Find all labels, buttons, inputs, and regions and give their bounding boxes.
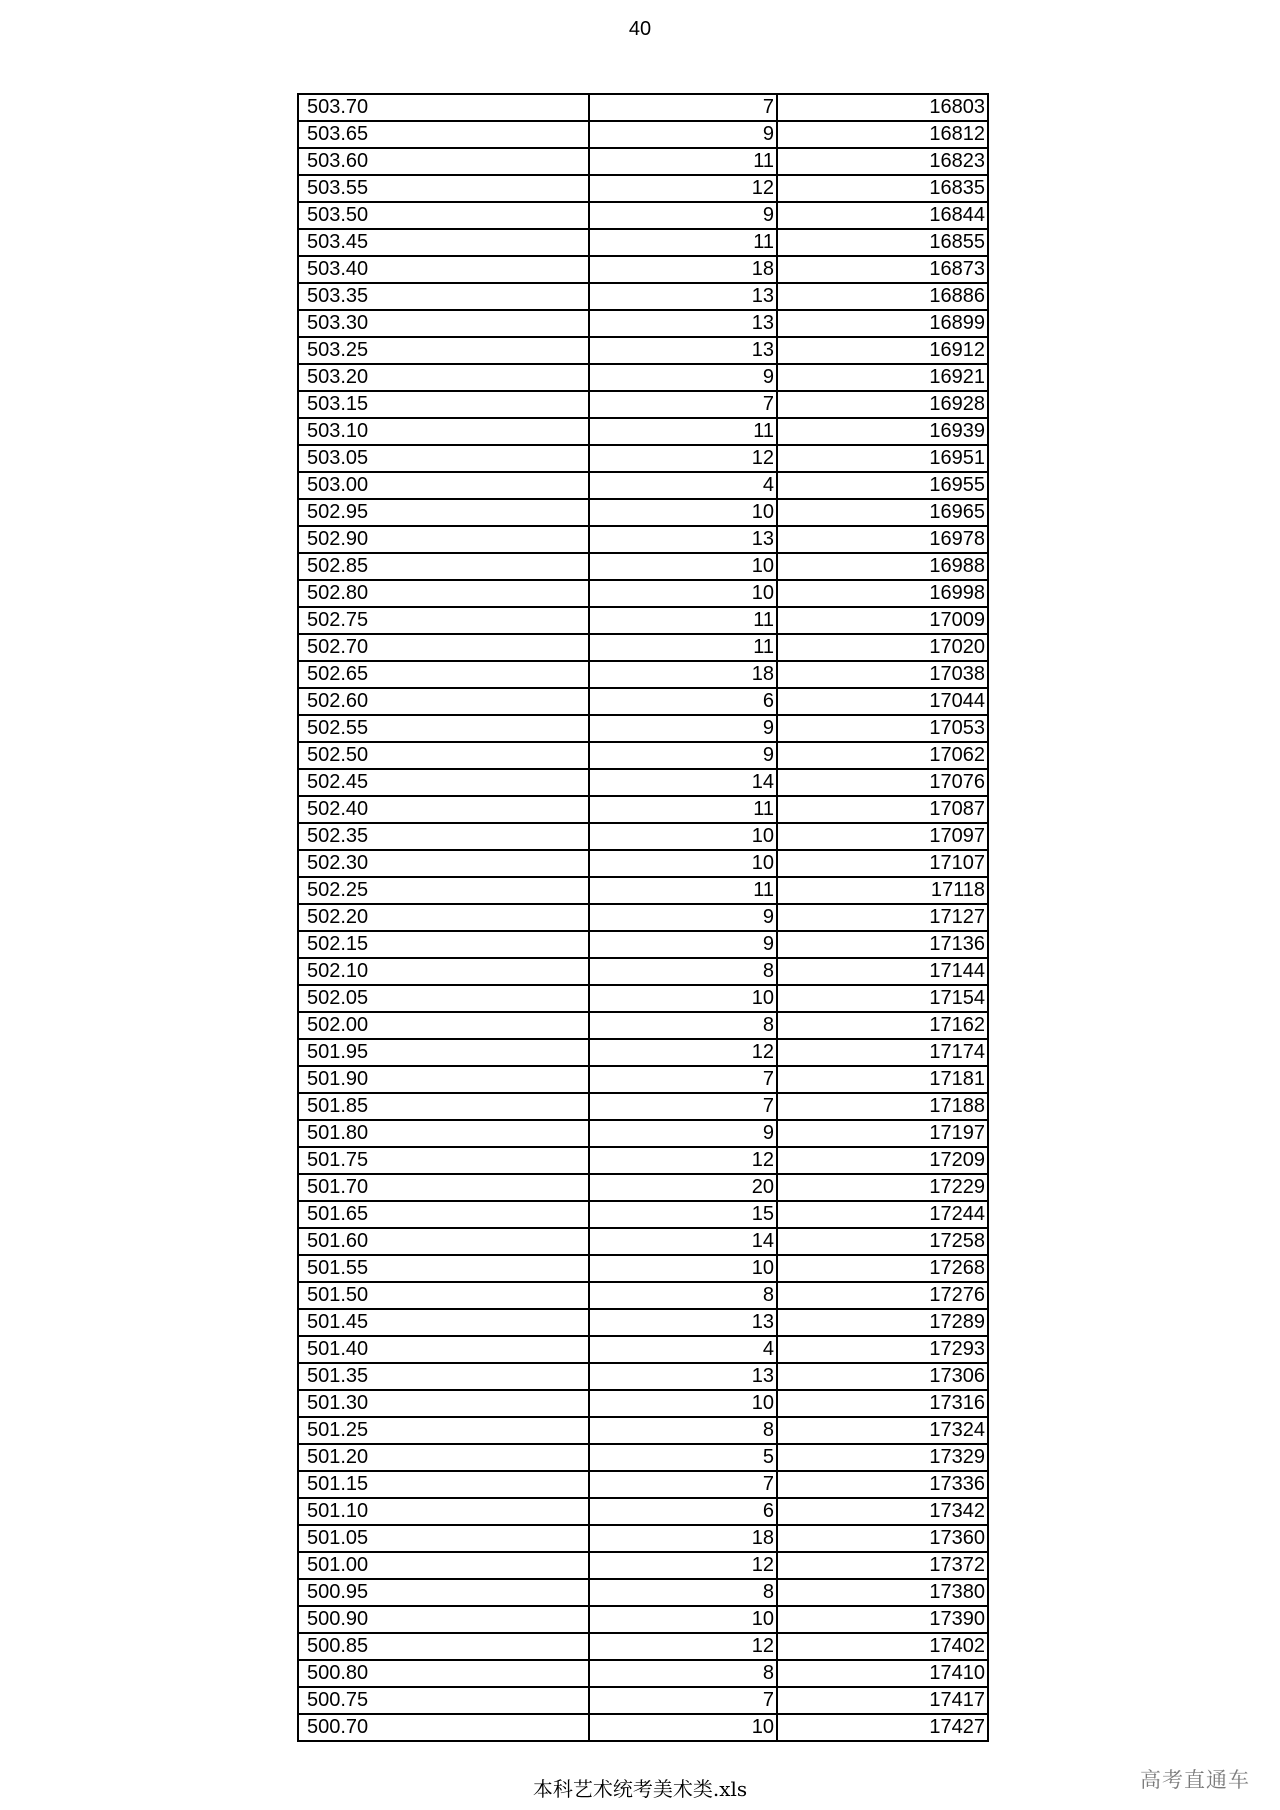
count-cell: 8 <box>589 1579 777 1606</box>
table-row <box>298 1066 988 1093</box>
cumulative-cell: 17427 <box>777 1714 988 1741</box>
score-cell: 503.10 <box>298 418 589 445</box>
cumulative-cell: 16886 <box>777 283 988 310</box>
table-row <box>298 661 988 688</box>
cumulative-cell: 17107 <box>777 850 988 877</box>
table-row <box>298 337 988 364</box>
cumulative-cell: 16803 <box>777 94 988 121</box>
table-row <box>298 1201 988 1228</box>
count-cell: 7 <box>589 391 777 418</box>
table-row <box>298 445 988 472</box>
table-row <box>298 1444 988 1471</box>
cumulative-cell: 17329 <box>777 1444 988 1471</box>
score-cell: 502.90 <box>298 526 589 553</box>
table-row <box>298 148 988 175</box>
score-cell: 503.60 <box>298 148 589 175</box>
count-cell: 10 <box>589 1255 777 1282</box>
cumulative-cell: 17062 <box>777 742 988 769</box>
table-row <box>298 1336 988 1363</box>
table-row <box>298 364 988 391</box>
count-cell: 12 <box>589 1147 777 1174</box>
score-cell: 501.05 <box>298 1525 589 1552</box>
count-cell: 18 <box>589 661 777 688</box>
score-cell: 501.30 <box>298 1390 589 1417</box>
score-cell: 503.05 <box>298 445 589 472</box>
count-cell: 9 <box>589 904 777 931</box>
table-row <box>298 1390 988 1417</box>
table-row <box>298 1012 988 1039</box>
count-cell: 4 <box>589 472 777 499</box>
table-row <box>298 1606 988 1633</box>
score-cell: 502.65 <box>298 661 589 688</box>
table-row <box>298 958 988 985</box>
count-cell: 9 <box>589 121 777 148</box>
count-cell: 10 <box>589 1390 777 1417</box>
score-cell: 500.85 <box>298 1633 589 1660</box>
score-cell: 501.50 <box>298 1282 589 1309</box>
score-cell: 502.60 <box>298 688 589 715</box>
cumulative-cell: 17229 <box>777 1174 988 1201</box>
cumulative-cell: 17244 <box>777 1201 988 1228</box>
cumulative-cell: 17390 <box>777 1606 988 1633</box>
score-cell: 501.55 <box>298 1255 589 1282</box>
cumulative-cell: 16873 <box>777 256 988 283</box>
cumulative-cell: 17316 <box>777 1390 988 1417</box>
table-row <box>298 634 988 661</box>
count-cell: 18 <box>589 256 777 283</box>
table-row <box>298 1309 988 1336</box>
count-cell: 9 <box>589 364 777 391</box>
cumulative-cell: 17336 <box>777 1471 988 1498</box>
score-cell: 503.30 <box>298 310 589 337</box>
table-row <box>298 121 988 148</box>
cumulative-cell: 17076 <box>777 769 988 796</box>
score-cell: 501.20 <box>298 1444 589 1471</box>
table-row <box>298 931 988 958</box>
count-cell: 11 <box>589 796 777 823</box>
cumulative-cell: 17324 <box>777 1417 988 1444</box>
score-cell: 503.25 <box>298 337 589 364</box>
cumulative-cell: 17342 <box>777 1498 988 1525</box>
cumulative-cell: 17289 <box>777 1309 988 1336</box>
table-row <box>298 418 988 445</box>
table-row <box>298 1282 988 1309</box>
count-cell: 10 <box>589 580 777 607</box>
score-cell: 503.45 <box>298 229 589 256</box>
count-cell: 5 <box>589 1444 777 1471</box>
table-row <box>298 1363 988 1390</box>
score-cell: 500.75 <box>298 1687 589 1714</box>
cumulative-cell: 17360 <box>777 1525 988 1552</box>
cumulative-cell: 16978 <box>777 526 988 553</box>
score-cell: 503.20 <box>298 364 589 391</box>
count-cell: 12 <box>589 1633 777 1660</box>
score-cell: 501.60 <box>298 1228 589 1255</box>
score-cell: 502.00 <box>298 1012 589 1039</box>
table-row <box>298 580 988 607</box>
count-cell: 9 <box>589 1120 777 1147</box>
count-cell: 8 <box>589 1282 777 1309</box>
table-row <box>298 229 988 256</box>
table-row <box>298 1714 988 1741</box>
score-cell: 501.95 <box>298 1039 589 1066</box>
cumulative-cell: 16912 <box>777 337 988 364</box>
count-cell: 6 <box>589 688 777 715</box>
count-cell: 7 <box>589 1066 777 1093</box>
count-cell: 14 <box>589 769 777 796</box>
table-row <box>298 1228 988 1255</box>
cumulative-cell: 17293 <box>777 1336 988 1363</box>
table-row <box>298 1417 988 1444</box>
table-row <box>298 742 988 769</box>
cumulative-cell: 17410 <box>777 1660 988 1687</box>
score-cell: 503.70 <box>298 94 589 121</box>
cumulative-cell: 17087 <box>777 796 988 823</box>
count-cell: 12 <box>589 445 777 472</box>
count-cell: 15 <box>589 1201 777 1228</box>
score-cell: 502.10 <box>298 958 589 985</box>
score-cell: 503.35 <box>298 283 589 310</box>
score-table <box>297 93 989 1742</box>
count-cell: 7 <box>589 1687 777 1714</box>
table-row <box>298 1633 988 1660</box>
score-cell: 503.65 <box>298 121 589 148</box>
score-cell: 502.50 <box>298 742 589 769</box>
cumulative-cell: 17417 <box>777 1687 988 1714</box>
table-row <box>298 715 988 742</box>
table-row <box>298 1255 988 1282</box>
page-number: 40 <box>628 18 652 40</box>
table-row <box>298 877 988 904</box>
count-cell: 12 <box>589 1039 777 1066</box>
score-cell: 500.90 <box>298 1606 589 1633</box>
count-cell: 13 <box>589 1363 777 1390</box>
score-cell: 501.65 <box>298 1201 589 1228</box>
table-row <box>298 310 988 337</box>
count-cell: 9 <box>589 715 777 742</box>
score-cell: 503.50 <box>298 202 589 229</box>
score-cell: 502.75 <box>298 607 589 634</box>
count-cell: 13 <box>589 1309 777 1336</box>
score-cell: 501.10 <box>298 1498 589 1525</box>
table-row <box>298 796 988 823</box>
cumulative-cell: 16921 <box>777 364 988 391</box>
cumulative-cell: 17188 <box>777 1093 988 1120</box>
score-cell: 500.80 <box>298 1660 589 1687</box>
cumulative-cell: 16965 <box>777 499 988 526</box>
score-cell: 501.80 <box>298 1120 589 1147</box>
score-cell: 502.20 <box>298 904 589 931</box>
cumulative-cell: 16823 <box>777 148 988 175</box>
table-row <box>298 688 988 715</box>
cumulative-cell: 17402 <box>777 1633 988 1660</box>
count-cell: 8 <box>589 958 777 985</box>
cumulative-cell: 16899 <box>777 310 988 337</box>
score-cell: 501.15 <box>298 1471 589 1498</box>
count-cell: 8 <box>589 1417 777 1444</box>
cumulative-cell: 17127 <box>777 904 988 931</box>
table-row <box>298 256 988 283</box>
cumulative-cell: 17154 <box>777 985 988 1012</box>
score-cell: 501.45 <box>298 1309 589 1336</box>
cumulative-cell: 17009 <box>777 607 988 634</box>
table-row <box>298 1552 988 1579</box>
cumulative-cell: 17268 <box>777 1255 988 1282</box>
cumulative-cell: 17372 <box>777 1552 988 1579</box>
cumulative-cell: 17258 <box>777 1228 988 1255</box>
count-cell: 6 <box>589 1498 777 1525</box>
score-cell: 502.70 <box>298 634 589 661</box>
count-cell: 11 <box>589 148 777 175</box>
count-cell: 10 <box>589 850 777 877</box>
cumulative-cell: 16844 <box>777 202 988 229</box>
count-cell: 14 <box>589 1228 777 1255</box>
score-cell: 501.35 <box>298 1363 589 1390</box>
cumulative-cell: 17162 <box>777 1012 988 1039</box>
count-cell: 11 <box>589 607 777 634</box>
table-row <box>298 985 988 1012</box>
cumulative-cell: 17118 <box>777 877 988 904</box>
cumulative-cell: 17181 <box>777 1066 988 1093</box>
table-row <box>298 850 988 877</box>
table-row <box>298 1174 988 1201</box>
count-cell: 13 <box>589 337 777 364</box>
cumulative-cell: 17020 <box>777 634 988 661</box>
table-row <box>298 1579 988 1606</box>
score-cell: 501.85 <box>298 1093 589 1120</box>
cumulative-cell: 16955 <box>777 472 988 499</box>
count-cell: 13 <box>589 310 777 337</box>
count-cell: 8 <box>589 1660 777 1687</box>
table-row <box>298 904 988 931</box>
table-row <box>298 823 988 850</box>
score-cell: 502.55 <box>298 715 589 742</box>
count-cell: 11 <box>589 229 777 256</box>
score-cell: 502.85 <box>298 553 589 580</box>
score-cell: 503.40 <box>298 256 589 283</box>
score-cell: 502.45 <box>298 769 589 796</box>
count-cell: 12 <box>589 175 777 202</box>
table-row <box>298 1498 988 1525</box>
score-cell: 503.00 <box>298 472 589 499</box>
score-cell: 502.40 <box>298 796 589 823</box>
count-cell: 13 <box>589 283 777 310</box>
count-cell: 18 <box>589 1525 777 1552</box>
table-row <box>298 1660 988 1687</box>
watermark-text: 高考直通车 <box>1140 1769 1250 1792</box>
score-cell: 502.05 <box>298 985 589 1012</box>
table-row <box>298 499 988 526</box>
score-cell: 500.70 <box>298 1714 589 1741</box>
count-cell: 8 <box>589 1012 777 1039</box>
score-cell: 502.95 <box>298 499 589 526</box>
count-cell: 11 <box>589 634 777 661</box>
count-cell: 10 <box>589 985 777 1012</box>
cumulative-cell: 17174 <box>777 1039 988 1066</box>
cumulative-cell: 16988 <box>777 553 988 580</box>
count-cell: 7 <box>589 1471 777 1498</box>
score-cell: 502.25 <box>298 877 589 904</box>
count-cell: 4 <box>589 1336 777 1363</box>
count-cell: 20 <box>589 1174 777 1201</box>
cumulative-cell: 17209 <box>777 1147 988 1174</box>
table-row <box>298 1039 988 1066</box>
count-cell: 9 <box>589 202 777 229</box>
score-cell: 501.00 <box>298 1552 589 1579</box>
table-row <box>298 553 988 580</box>
cumulative-cell: 17380 <box>777 1579 988 1606</box>
count-cell: 11 <box>589 877 777 904</box>
table-row <box>298 202 988 229</box>
cumulative-cell: 17044 <box>777 688 988 715</box>
score-cell: 501.25 <box>298 1417 589 1444</box>
table-row <box>298 769 988 796</box>
count-cell: 9 <box>589 931 777 958</box>
score-cell: 503.15 <box>298 391 589 418</box>
count-cell: 13 <box>589 526 777 553</box>
table-row <box>298 391 988 418</box>
count-cell: 7 <box>589 94 777 121</box>
cumulative-cell: 16855 <box>777 229 988 256</box>
table-row <box>298 1120 988 1147</box>
count-cell: 12 <box>589 1552 777 1579</box>
score-cell: 503.55 <box>298 175 589 202</box>
score-table-body <box>298 94 988 1741</box>
table-row <box>298 1687 988 1714</box>
footer-filename: 本科艺术统考美术类.xls <box>532 1777 748 1801</box>
score-cell: 501.40 <box>298 1336 589 1363</box>
count-cell: 10 <box>589 499 777 526</box>
cumulative-cell: 16928 <box>777 391 988 418</box>
count-cell: 11 <box>589 418 777 445</box>
cumulative-cell: 17306 <box>777 1363 988 1390</box>
cumulative-cell: 17097 <box>777 823 988 850</box>
cumulative-cell: 17144 <box>777 958 988 985</box>
table-row <box>298 472 988 499</box>
cumulative-cell: 17276 <box>777 1282 988 1309</box>
table-row <box>298 1093 988 1120</box>
count-cell: 10 <box>589 1714 777 1741</box>
count-cell: 10 <box>589 553 777 580</box>
table-row <box>298 94 988 121</box>
score-cell: 501.90 <box>298 1066 589 1093</box>
score-cell: 501.70 <box>298 1174 589 1201</box>
score-cell: 500.95 <box>298 1579 589 1606</box>
table-row <box>298 283 988 310</box>
table-row <box>298 1525 988 1552</box>
cumulative-cell: 17197 <box>777 1120 988 1147</box>
cumulative-cell: 16951 <box>777 445 988 472</box>
table-row <box>298 607 988 634</box>
table-row <box>298 175 988 202</box>
cumulative-cell: 17053 <box>777 715 988 742</box>
count-cell: 10 <box>589 823 777 850</box>
cumulative-cell: 16812 <box>777 121 988 148</box>
cumulative-cell: 16939 <box>777 418 988 445</box>
cumulative-cell: 17136 <box>777 931 988 958</box>
table-row <box>298 1471 988 1498</box>
count-cell: 9 <box>589 742 777 769</box>
cumulative-cell: 16998 <box>777 580 988 607</box>
score-cell: 502.30 <box>298 850 589 877</box>
table-row <box>298 1147 988 1174</box>
count-cell: 7 <box>589 1093 777 1120</box>
count-cell: 10 <box>589 1606 777 1633</box>
score-cell: 502.80 <box>298 580 589 607</box>
cumulative-cell: 17038 <box>777 661 988 688</box>
score-cell: 502.35 <box>298 823 589 850</box>
score-cell: 501.75 <box>298 1147 589 1174</box>
cumulative-cell: 16835 <box>777 175 988 202</box>
table-row <box>298 526 988 553</box>
score-cell: 502.15 <box>298 931 589 958</box>
